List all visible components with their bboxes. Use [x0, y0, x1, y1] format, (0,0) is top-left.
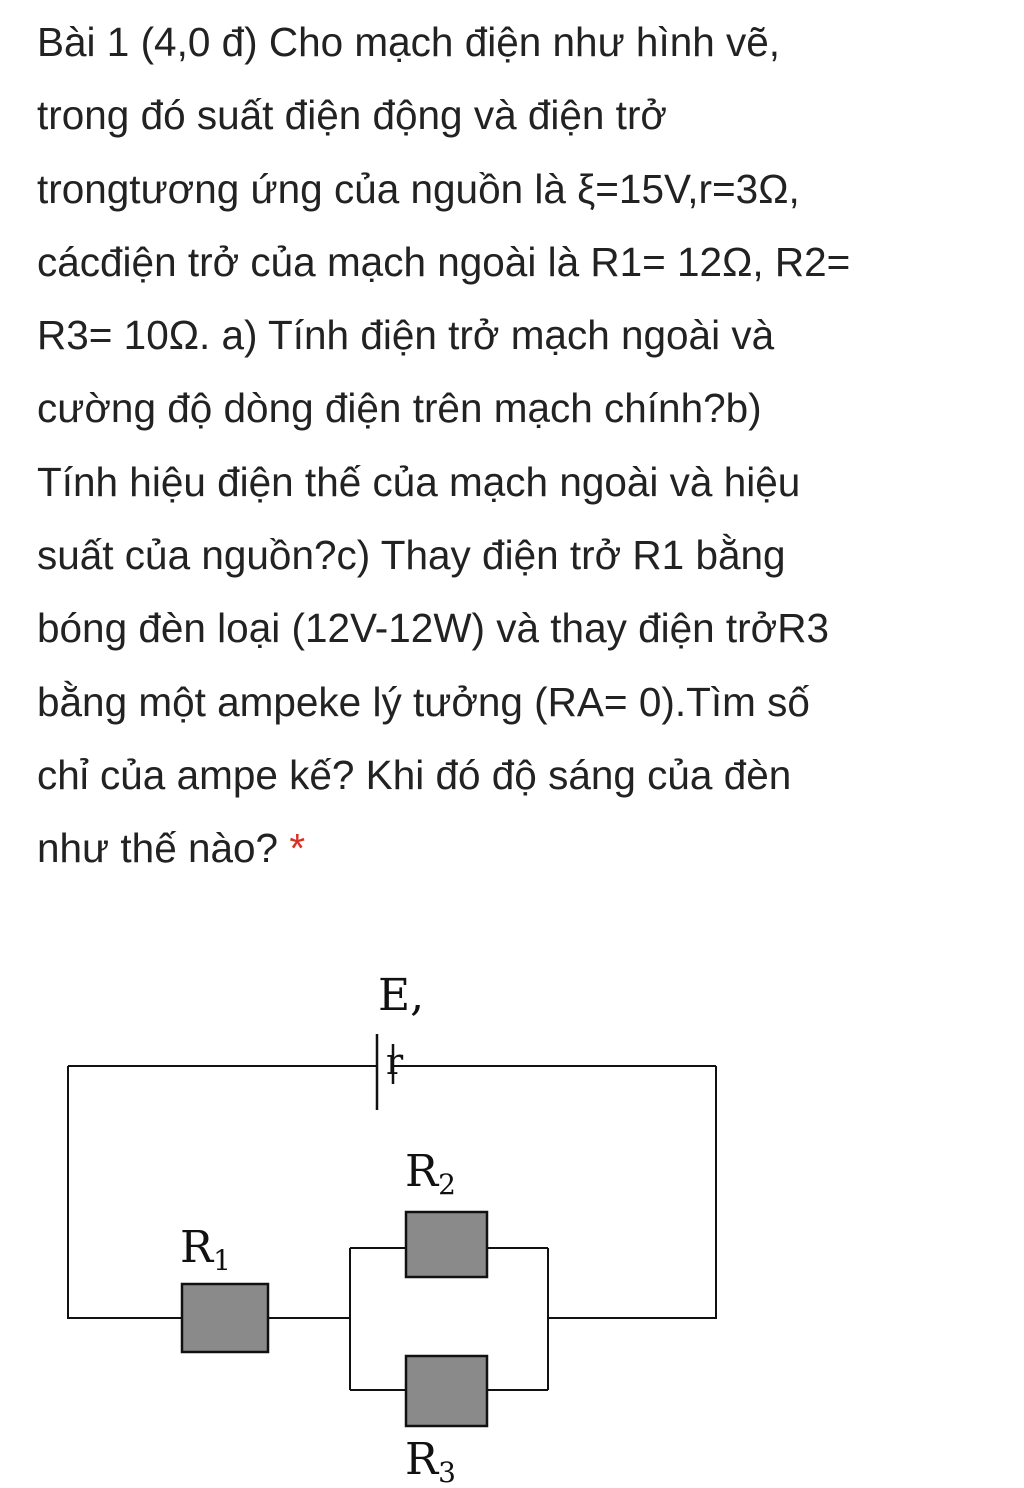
question-line-12-text: như thế nào?	[37, 825, 279, 872]
wire-right-side	[548, 1066, 716, 1318]
r2-label-subscript: 2	[438, 1168, 456, 1201]
source-label: E,	[378, 970, 425, 1021]
question-line-12	[37, 812, 997, 885]
question-line-6: cường độ dòng điện trên mạch chính?b)	[37, 385, 762, 432]
question-line-10: bằng một ampeke lý tưởng (RA= 0).Tìm số	[37, 678, 810, 725]
question-line-5: R3= 10Ω. a) Tính điện trở mạch ngoài và	[37, 312, 775, 359]
question-line-8: suất của nguồn?c) Thay điện trở R1 bằng	[37, 532, 786, 579]
r3-label	[405, 1434, 456, 1488]
question-text	[37, 6, 997, 886]
r3-label-letter: R	[405, 1434, 439, 1485]
required-marker: *	[289, 825, 306, 872]
r1-label-subscript: 1	[213, 1244, 231, 1277]
question-line-2: trong đó suất điện động và điện trở	[37, 92, 667, 139]
wire-left-side	[68, 1066, 182, 1318]
r3-label-subscript: 3	[438, 1456, 456, 1488]
question-line-7: Tính hiệu điện thế của mạch ngoài và hiệu	[37, 458, 801, 505]
resistor-r1	[182, 1284, 268, 1352]
r2-label	[405, 1146, 456, 1201]
question-line-1: Bài 1 (4,0 đ) Cho mạch điện như hình vẽ,	[37, 19, 781, 65]
internal-resistance-label: r	[386, 1042, 404, 1083]
circuit-wires	[68, 1066, 716, 1390]
circuit-diagram	[0, 960, 1024, 1488]
r2-label-letter: R	[405, 1146, 439, 1197]
question-line-4: cácđiện trở của mạch ngoài là R1= 12Ω, R2=	[37, 238, 851, 285]
resistor-r2	[406, 1212, 487, 1277]
r1-label-letter: R	[180, 1222, 214, 1273]
question-line-9: bóng đèn loại (12V-12W) và thay điện trởR3	[37, 605, 830, 652]
question-line-11: chỉ của ampe kế? Khi đó độ sáng của đèn	[37, 751, 792, 798]
resistor-r3	[406, 1356, 487, 1426]
r1-label	[180, 1222, 231, 1277]
question-line-3: trongtương ứng của nguồn là ξ=15V,r=3Ω,	[37, 165, 800, 212]
